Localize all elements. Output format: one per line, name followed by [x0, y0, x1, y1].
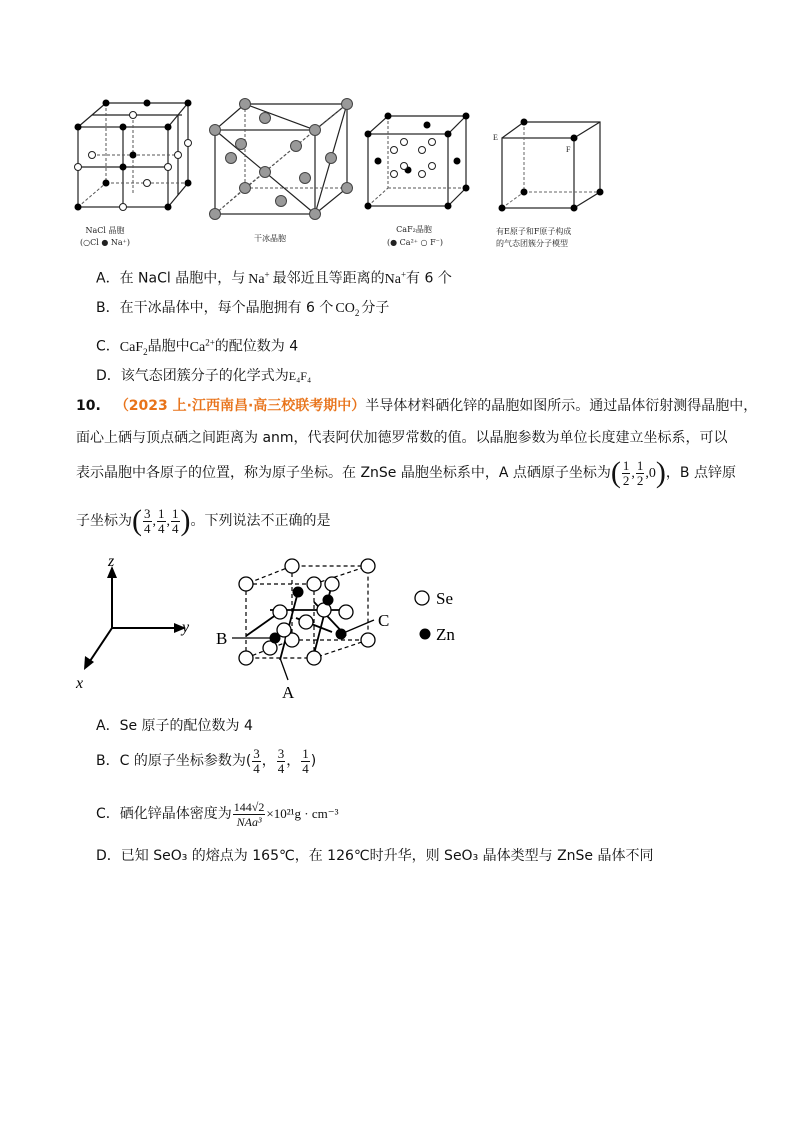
figure-dry-ice [205, 98, 355, 243]
figure-nacl [70, 95, 200, 255]
q10-option-b: B．C 的原子坐标参数为( $\frac{3}{4}$ ， $\frac{3}{4}$ ， $\frac{1}{4}$ ) [96, 745, 317, 776]
caf2-legend: (● Ca²⁺ ○ F⁻) [387, 238, 443, 247]
znse-figure [70, 552, 470, 702]
caf2-title: CaF₂晶胞 [396, 225, 432, 234]
ca-ion: $Ca^{2+}$ [189, 337, 215, 355]
e4f4-formula: E₄F₄ [288, 369, 312, 383]
cluster-title-1: 有E原子和F原子构成 [496, 227, 572, 236]
figure-caf2 [362, 112, 472, 257]
se-legend-icon [415, 591, 429, 605]
label-b: B [216, 629, 228, 648]
nacl-cell-diagram [70, 95, 200, 220]
q10-option-a: A．Se 原子的配位数为 4 [96, 718, 253, 734]
q9-option-d: D．该气态团簇分子的化学式为E₄F₄ [96, 368, 312, 384]
cluster-label-f: F [566, 145, 571, 154]
cluster-label-e: E [493, 133, 498, 142]
cluster-model-diagram [492, 118, 612, 214]
q10-option-d: D．已知 SeO₃ 的熔点为 165℃，在 126℃时升华，则 SeO₃ 晶体类型与 ZnSe 晶体不同 [96, 848, 654, 864]
cluster-title-2: 的气态团簇分子模型 [496, 239, 568, 248]
zn-legend-icon [420, 629, 431, 640]
q9-option-a: A．在 NaCl 晶胞中，与 Na+ 最邻近且等距离的Na+有 6 个 [96, 269, 452, 287]
nacl-title: NaCl 晶胞 [85, 226, 125, 235]
legend-zn: Zn [436, 625, 455, 644]
density-fraction: $\frac{144√2}{\text{NAa³}}$ [233, 799, 265, 829]
nacl-legend: (○Cl ● Na⁺) [80, 238, 130, 247]
caf2-formula: CaF$_2$ [119, 339, 148, 357]
dry-ice-cell-diagram [205, 98, 355, 223]
q9-option-c: C．CaF$_2$晶胞中$Ca^{2+}$的配位数为 4 [96, 337, 299, 357]
q10-number: 10. [76, 398, 101, 414]
q10-line-3: 表示晶胞中各原子的位置，称为原子坐标。在 ZnSe 晶胞坐标系中，A 点硒原子坐标为( $\frac{1}{2}$ , $\frac{1}{2}$ ,0)，B 点锌原 [76, 456, 736, 489]
coordinate-axes [84, 566, 186, 670]
co2-formula: $CO_2$ [335, 301, 360, 318]
na-ion-2: Na+ [384, 269, 407, 287]
q10-line-2: 面心上硒与顶点硒之间距离为 anm，代表阿伏加德罗常数的值。以晶胞参数为单位长度建立坐标系，可以 [76, 430, 728, 446]
figure-cluster [492, 118, 612, 258]
label-a: A [282, 683, 295, 702]
q10-option-c: C．硒化锌晶体密度为 $\frac{144√2}{\text{NAa³}}$ ×10²¹g · cm⁻³ [96, 799, 339, 829]
q9-option-b: B．在干冰晶体中，每个晶胞拥有 6 个 $CO_2$ 分子 [96, 300, 390, 318]
axis-y-label: y [182, 619, 190, 636]
caf2-cell-diagram [362, 112, 472, 212]
q10-source: （2023 上·江西南昌·高三校联考期中） [114, 398, 366, 414]
axis-x-label: x [76, 675, 84, 692]
q10-line-4: 子坐标为( $\frac{3}{4}$ , $\frac{1}{4}$ , $\frac{1}{4}$ )。下列说法不正确的是 [76, 504, 331, 537]
znse-cell [232, 559, 375, 680]
label-c: C [378, 611, 390, 630]
legend-se: Se [436, 589, 453, 608]
axis-z-label: z [108, 553, 115, 570]
q10-line-1: 10. （2023 上·江西南昌·高三校联考期中）半导体材料硒化锌的晶胞如图所示。通过晶体衍射测得晶胞中， [76, 398, 758, 414]
na-ion: Na+ [248, 269, 270, 287]
dry-ice-title: 干冰晶胞 [254, 234, 286, 243]
